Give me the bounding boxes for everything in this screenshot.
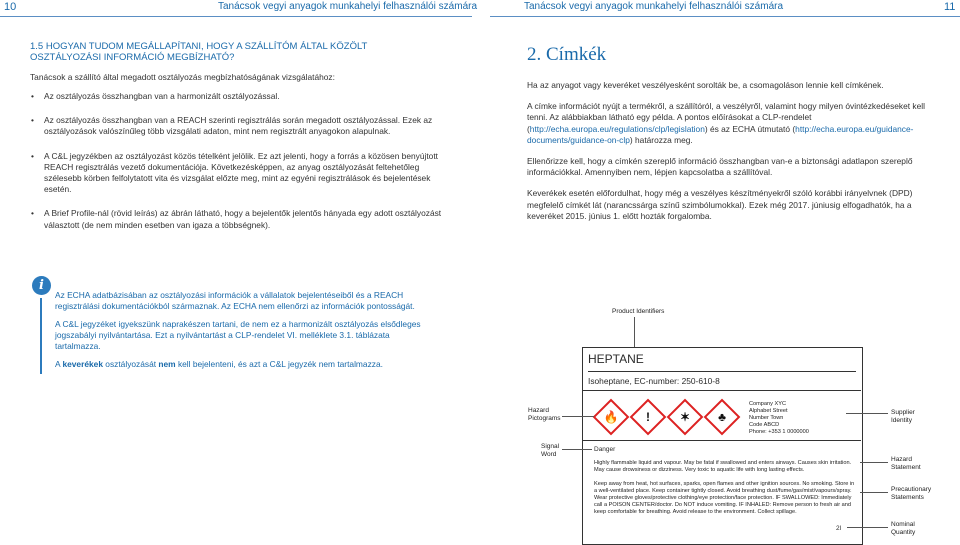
- product-sub: Isoheptane, EC-number: 250-610-8: [588, 376, 720, 386]
- info-icon: i: [32, 276, 51, 295]
- right-running-title: Tanácsok vegyi anyagok munkahelyi felhasználói számára: [524, 1, 784, 12]
- bold-term: nem: [158, 359, 176, 369]
- leader-line: [860, 462, 888, 463]
- leader-line: [846, 413, 888, 414]
- header-rule-left: [0, 16, 472, 17]
- label-nominal-quantity: Nominal Quantity: [891, 521, 916, 536]
- precautionary-text: Keep away from heat, hot surfaces, sparks, open flames and other ignition sources. No smoking. Store in a well-ventilated place. Keep container tightly closed. Avoid breathing dust/fume/gas/mist/vapours/spray. Wear protective gloves/protective clothing/eye protection/face protection. IF SWALLOWED: Immediately call a POISON CENTER/doctor. Do NOT induce vomiting. IF INHALED: Remove person to fresh air and keep comfortable for breathing. Avoid release to the environment. Collect spillage.: [594, 481, 855, 515]
- quantity-value: 2l: [836, 525, 842, 532]
- leader-line: [860, 492, 888, 493]
- label-signal-word: Signal Word: [541, 443, 560, 458]
- paragraph: Ha az anyagot vagy keveréket veszélyesként sorolták be, a csomagoláson lennie kell címkének.: [527, 80, 884, 90]
- hazard-statements: Highly flammable liquid and vapour. May be fatal if swallowed and enters airways. Causes skin irritation. May cause drowsiness or dizziness. Very toxic to aquatic life with long lasting effects.: [594, 460, 852, 473]
- exclamation-icon: !: [646, 410, 650, 424]
- criteria-item: • A Brief Profile-nál (rövid leírás) az ábrán látható, hogy a bejelentők jelentős hányada egy adott osztályozást választott (de nem minden esetben van igaza a többségnek).: [30, 208, 442, 230]
- flame-icon: 🔥: [603, 410, 619, 424]
- product-name: HEPTANE: [588, 349, 856, 372]
- chapter-heading: 2. Címkék: [527, 44, 607, 65]
- leader-line: [847, 527, 888, 528]
- criteria-item: • Az osztályozás összhangban van a REACH szerinti regisztrálás során megadott osztályozással. Ezek az osztályozások valószínűleg több vizsgálati adaton, mint nem regisztrált anyagokon alapulnak.: [30, 115, 442, 137]
- intro-text: Tanácsok a szállító által megadott osztályozás megbízhatóságának vizsgálatához:: [30, 72, 335, 82]
- leader-line: [562, 449, 592, 450]
- environment-icon: ♣: [718, 410, 726, 424]
- divider: [583, 440, 861, 441]
- info-paragraph-3: A keverékek osztályozását nem kell bejelenteni, és azt a C&L jegyzék nem tartalmazza.: [55, 359, 383, 369]
- info-paragraph-1: Az ECHA adatbázisában az osztályozási információk a vállalatok bejelentéseiből és a REACH regisztrálási dokumentációkból származnak. Az ECHA nem ellenőrzi az információk pontosságát.: [55, 290, 415, 311]
- info-bar: [40, 298, 42, 374]
- paragraph: Keverékek esetén előfordulhat, hogy még a veszélyes készítményekről szóló korábbi irányelvnek (DPD) megfelelő címkét lát (narancssárga színű szimbólumokkal). Ezek még 2017. júniusig elfogadhatók, ha a keveréket 2015. június 1. előtt hozták forgalomba.: [527, 188, 913, 221]
- signal-word: Danger: [594, 446, 616, 453]
- clp-link[interactable]: http://echa.europa.eu/regulations/clp/legislation: [529, 123, 705, 134]
- label-hazard-statement: Hazard Statement: [891, 456, 921, 471]
- label-supplier-identity: Supplier Identity: [891, 409, 915, 424]
- label-hazard-pictograms: Hazard Pictograms: [528, 407, 561, 422]
- right-body: [527, 80, 932, 229]
- leader-line: [634, 317, 635, 347]
- guidance-link[interactable]: http://echa.europa.eu/guidance-documents/guidance-on-clp: [527, 123, 914, 145]
- leader-line: [562, 416, 594, 417]
- bold-term: keverékek: [62, 359, 103, 369]
- criteria-item: • Az osztályozás összhangban van a harmonizált osztályozással.: [30, 91, 442, 102]
- supplier-block: Company XYC Alphabet Street Number Town Code ABCD Phone: +353 1 0000000: [749, 401, 809, 435]
- divider: [583, 390, 861, 391]
- section-title: 1.5 HOGYAN TUDOM MEGÁLLAPÍTANI, HOGY A SZÁLLÍTÓM ÁLTAL KÖZÖLT OSZTÁLYOZÁSI INFORMÁCIÓ MEGBÍZHATÓ?: [30, 41, 368, 63]
- header-rule-right: [490, 16, 960, 17]
- paragraph: A címke információt nyújt a termékről, a szállítóról, a veszélyről, valamint hogy milyen óvintézkedéseket kell tenni. Az alábbiakban látható egy példa. A pontos előírásokat a CLP-rendelet (http://echa.europa.eu/regulations/clp/legislation) és az ECHA útmutató (http://echa.europa.eu/guidance-documents/guidance-on-clp) határozza meg.: [527, 101, 925, 145]
- left-page-number: 10: [4, 1, 17, 13]
- page-header: [0, 0, 960, 16]
- label-precautionary-statements: Precautionary Statements: [891, 486, 932, 501]
- criteria-list: [30, 91, 442, 238]
- info-box: [55, 290, 430, 377]
- label-product-identifiers: Product Identifiers: [612, 308, 665, 315]
- info-paragraph-2: A C&L jegyzéket igyekszünk naprakészen tartani, de nem ez a harmonizált osztályozás elsődleges jogszabályi nyilvántartása. Ezt a nyilvántartást a CLP-rendelet VI. melléklete 3.1. táblázata tartalmazza.: [55, 319, 421, 351]
- criteria-item: • A C&L jegyzékben az osztályozást közös tételként jelölik. Ez azt jelenti, hogy a forrás a közösen benyújtott REACH regisztrálás vezető dokumentációja. Következésképpen, az anyag osztályozását feltehetőleg szélesebb körben felfolytatott vita és vizsgálat előzte meg, mint az egyéni regisztrálások és bejelentések esetén.: [30, 151, 442, 196]
- paragraph: Ellenőrizze kell, hogy a címkén szereplő információ összhangban van-e a biztonsági adatlapon szereplő információkkal. Amennyiben nem, lépjen kapcsolatba a szállítóval.: [527, 156, 913, 178]
- health-hazard-icon: ✶: [679, 410, 691, 424]
- right-page-number: 11: [944, 1, 956, 13]
- left-running-title: Tanácsok vegyi anyagok munkahelyi felhasználói számára: [218, 1, 478, 12]
